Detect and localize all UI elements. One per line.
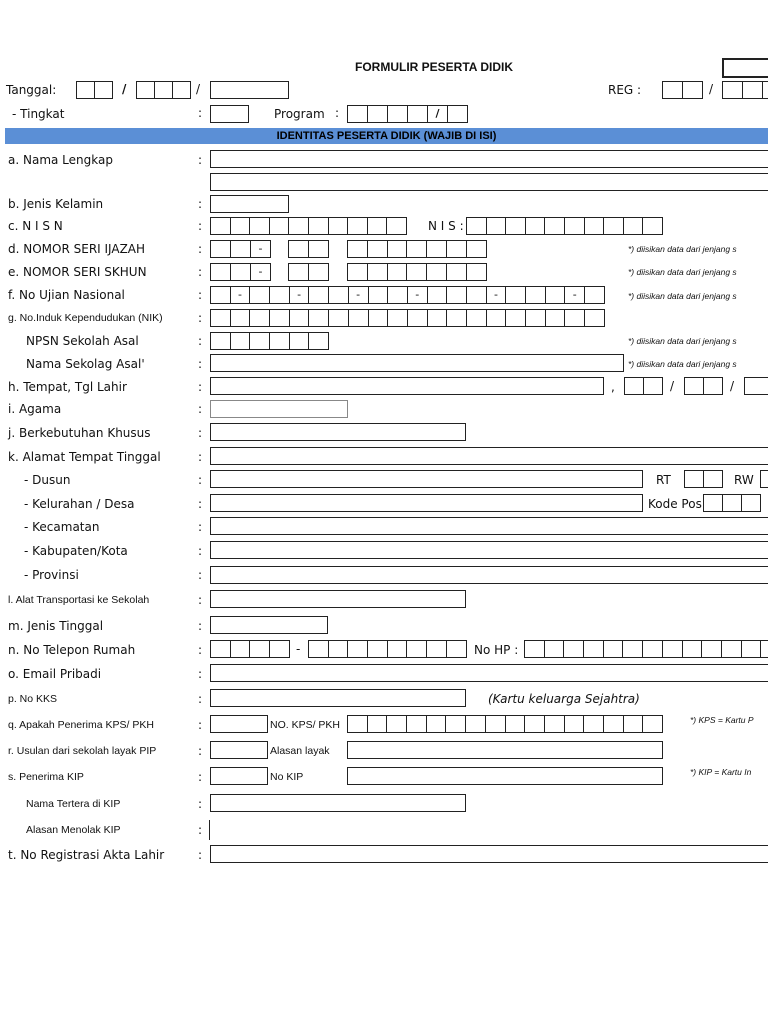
pip-alasan-label: Alasan layak	[270, 745, 330, 757]
kks-note: (Kartu keluarga Sejahtra)	[488, 692, 640, 706]
comma: ,	[611, 380, 615, 394]
berkebutuhan-khusus-label: j. Berkebutuhan Khusus	[8, 426, 151, 440]
kps-answer-input[interactable]	[210, 715, 268, 733]
colon: :	[198, 450, 203, 464]
agama-input[interactable]	[210, 400, 348, 418]
tingkat-input[interactable]	[210, 105, 249, 123]
colon: :	[198, 153, 203, 167]
npsn-input[interactable]	[210, 332, 329, 350]
provinsi-label: - Provinsi	[24, 568, 79, 582]
colon: :	[198, 311, 203, 325]
nama-lengkap-input-2[interactable]	[210, 173, 768, 191]
kabupaten-input[interactable]	[210, 541, 768, 559]
dusun-input[interactable]	[210, 470, 643, 488]
tingkat-label: - Tingkat	[12, 107, 65, 121]
section-banner	[5, 128, 768, 144]
rw-label: RW	[734, 473, 754, 487]
pip-label: r. Usulan dari sekolah layak PIP	[8, 745, 157, 757]
alamat-label: k. Alamat Tempat Tinggal	[8, 450, 161, 464]
colon: :	[335, 106, 340, 120]
kecamatan-input[interactable]	[210, 517, 768, 535]
colon: :	[198, 667, 203, 681]
skhun-label: e. NOMOR SERI SKHUN	[8, 265, 147, 279]
colon: :	[198, 520, 203, 534]
transportasi-label: l. Alat Transportasi ke Sekolah	[8, 594, 150, 606]
date-separator: /	[730, 379, 735, 393]
kodepos-label: Kode Pos	[648, 497, 702, 511]
nis-label: N I S :	[428, 219, 464, 233]
colon: :	[198, 265, 203, 279]
dash: -	[296, 642, 301, 656]
program-input[interactable]: /	[347, 105, 468, 123]
jenjang-note: *) diisikan data dari jenjang s	[628, 291, 737, 301]
colon: :	[198, 568, 203, 582]
colon: :	[198, 426, 203, 440]
skhun-input-3[interactable]	[347, 263, 487, 281]
jenjang-note: *) diisikan data dari jenjang s	[628, 336, 737, 346]
reg-input-2[interactable]	[722, 81, 768, 99]
kabupaten-label: - Kabupaten/Kota	[24, 544, 128, 558]
colon: :	[198, 643, 203, 657]
ijazah-input-1[interactable]: -	[210, 240, 271, 258]
colon: :	[198, 744, 203, 758]
kks-input[interactable]	[210, 689, 466, 707]
jenis-tinggal-label: m. Jenis Tinggal	[8, 619, 104, 633]
section-title: IDENTITAS PESERTA DIDIK (WAJIB DI ISI)	[276, 130, 497, 142]
colon: :	[198, 692, 203, 706]
colon: :	[198, 718, 203, 732]
kelurahan-label: - Kelurahan / Desa	[24, 497, 135, 511]
tempat-lahir-label: h. Tempat, Tgl Lahir	[8, 380, 127, 394]
tgl-lahir-month[interactable]	[684, 377, 723, 395]
telepon-label: n. No Telepon Rumah	[8, 643, 136, 657]
provinsi-input[interactable]	[210, 566, 768, 584]
kip-label: s. Penerima KIP	[8, 771, 84, 783]
akta-lahir-input[interactable]	[210, 845, 768, 863]
rt-input[interactable]	[684, 470, 723, 488]
ijazah-input-3[interactable]	[347, 240, 487, 258]
ijazah-label: d. NOMOR SERI IJAZAH	[8, 242, 146, 256]
form-title: FORMULIR PESERTA DIDIK	[355, 60, 513, 74]
tgl-lahir-year[interactable]	[744, 377, 768, 395]
ijazah-input-2[interactable]	[288, 240, 329, 258]
kps-no-label: NO. KPS/ PKH	[270, 719, 341, 731]
telepon-number-input[interactable]	[308, 640, 467, 658]
colon: :	[198, 197, 203, 211]
ujian-nasional-input[interactable]: - - - - - -	[210, 286, 605, 304]
colon: :	[198, 544, 203, 558]
colon: :	[198, 106, 203, 120]
kecamatan-label: - Kecamatan	[24, 520, 100, 534]
alamat-input[interactable]	[210, 447, 768, 465]
email-input[interactable]	[210, 664, 768, 682]
colon: :	[198, 242, 203, 256]
kip-note: *) KIP = Kartu In	[690, 767, 752, 777]
kip-answer-input[interactable]	[210, 767, 268, 785]
transportasi-input[interactable]	[210, 590, 466, 608]
nis-input[interactable]	[466, 217, 663, 235]
reg-input-1[interactable]	[662, 81, 703, 99]
tanggal-day-input[interactable]	[76, 81, 113, 99]
nama-lengkap-input[interactable]	[210, 150, 768, 168]
jenis-tinggal-input[interactable]	[210, 616, 328, 634]
colon: :	[198, 380, 203, 394]
kps-no-input[interactable]	[347, 715, 663, 733]
tempat-lahir-input[interactable]	[210, 377, 604, 395]
tanggal-label: Tanggal:	[6, 83, 57, 97]
program-label: Program	[274, 107, 325, 121]
colon: :	[198, 770, 203, 784]
nama-lengkap-label: a. Nama Lengkap	[8, 153, 113, 167]
tgl-lahir-day[interactable]	[624, 377, 663, 395]
alasan-kip-label: Alasan Menolak KIP	[26, 824, 121, 836]
dusun-label: - Dusun	[24, 473, 71, 487]
ujian-nasional-label: f. No Ujian Nasional	[8, 288, 125, 302]
pip-answer-input[interactable]	[210, 741, 268, 759]
colon: :	[198, 357, 203, 371]
jenis-kelamin-input[interactable]	[210, 195, 289, 213]
colon: :	[198, 473, 203, 487]
colon: :	[198, 593, 203, 607]
nik-input[interactable]	[210, 309, 605, 327]
colon: :	[198, 797, 203, 811]
jenjang-note: *) diisikan data dari jenjang s	[628, 359, 737, 369]
colon: :	[198, 402, 203, 416]
pip-alasan-input[interactable]	[347, 741, 663, 759]
kks-label: p. No KKS	[8, 693, 58, 705]
date-separator: /	[196, 82, 201, 96]
telepon-area-input[interactable]	[210, 640, 290, 658]
berkebutuhan-khusus-input[interactable]	[210, 423, 466, 441]
kip-no-input[interactable]	[347, 767, 663, 785]
nisn-input[interactable]	[210, 217, 407, 235]
date-separator: /	[122, 82, 127, 96]
akta-lahir-label: t. No Registrasi Akta Lahir	[8, 848, 165, 862]
kodepos-input[interactable]	[703, 494, 761, 512]
tanggal-year-input[interactable]	[210, 81, 289, 99]
nama-sekolah-label: Nama Sekolag Asal'	[26, 357, 145, 371]
jenis-kelamin-label: b. Jenis Kelamin	[8, 197, 104, 211]
nama-kip-input[interactable]	[210, 794, 466, 812]
alasan-kip-input[interactable]	[209, 820, 210, 840]
rt-label: RT	[656, 473, 671, 487]
colon: :	[198, 288, 203, 302]
nohp-input[interactable]	[524, 640, 768, 658]
colon: :	[198, 334, 203, 348]
tanggal-month-input[interactable]	[136, 81, 191, 99]
jenjang-note: *) diisikan data dari jenjang s	[628, 244, 737, 254]
jenjang-note: *) diisikan data dari jenjang s	[628, 267, 737, 277]
reg-separator: /	[709, 82, 714, 96]
colon: :	[198, 823, 203, 837]
rw-input[interactable]	[760, 470, 768, 488]
colon: :	[198, 497, 203, 511]
colon: :	[198, 619, 203, 633]
npsn-label: NPSN Sekolah Asal	[26, 334, 139, 348]
reg-corner-box[interactable]	[722, 58, 768, 78]
reg-label: REG :	[608, 83, 642, 97]
nama-sekolah-input[interactable]	[210, 354, 624, 372]
nohp-label: No HP :	[474, 643, 519, 657]
nisn-label: c. N I S N	[8, 219, 63, 233]
nama-kip-label: Nama Tertera di KIP	[26, 798, 121, 810]
kelurahan-input[interactable]	[210, 494, 643, 512]
kps-note: *) KPS = Kartu P	[690, 715, 754, 725]
email-label: o. Email Pribadi	[8, 667, 102, 681]
skhun-input-1[interactable]: -	[210, 263, 271, 281]
skhun-input-2[interactable]	[288, 263, 329, 281]
colon: :	[198, 848, 203, 862]
kps-label: q. Apakah Penerima KPS/ PKH	[8, 719, 154, 731]
nik-label: g. No.Induk Kependudukan (NIK)	[8, 312, 163, 324]
colon: :	[198, 219, 203, 233]
agama-label: i. Agama	[8, 402, 62, 416]
date-separator: /	[670, 379, 675, 393]
kip-no-label: No KIP	[270, 771, 304, 783]
